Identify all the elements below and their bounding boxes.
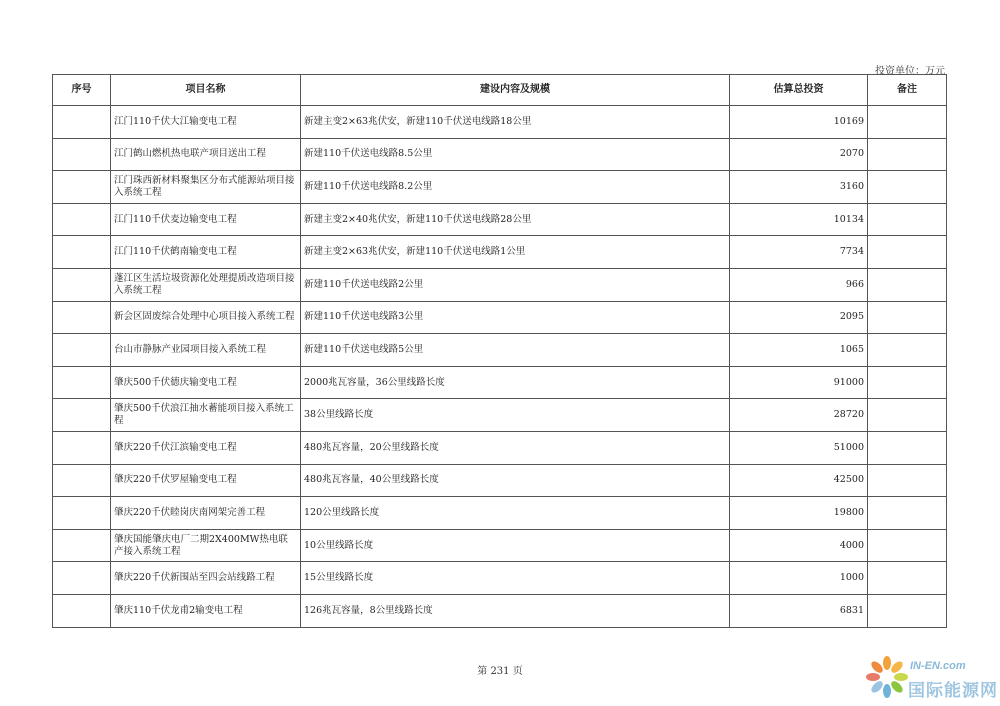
cell-project-name: 肇庆220千伏新围站至四会站线路工程: [111, 562, 301, 595]
cell-construction-scope: 新建110千伏送电线路8.5公里: [301, 138, 730, 171]
cell-project-name: 肇庆国能肇庆电厂二期2X400MW热电联产接入系统工程: [111, 529, 301, 562]
watermark-site: IN-EN.com: [910, 660, 966, 672]
cell-index: [53, 106, 111, 139]
table-row: [53, 562, 947, 595]
table-row: [53, 529, 947, 562]
cell-construction-scope: 新建110千伏送电线路3公里: [301, 301, 730, 334]
cell-construction-scope: 2000兆瓦容量，36公里线路长度: [301, 366, 730, 399]
cell-investment: 1065: [730, 334, 868, 367]
cell-investment: 91000: [730, 366, 868, 399]
sun-flower-icon: [864, 654, 910, 700]
cell-construction-scope: 新建110千伏送电线路2公里: [301, 268, 730, 301]
cell-project-name: 肇庆110千伏龙甫2输变电工程: [111, 594, 301, 627]
cell-project-name: 肇庆500千伏德庆输变电工程: [111, 366, 301, 399]
table-row: [53, 138, 947, 171]
cell-construction-scope: 新建主变2×63兆伏安，新建110千伏送电线路18公里: [301, 106, 730, 139]
header-remark: 备注: [868, 75, 947, 106]
cell-project-name: 台山市静脉产业园项目接入系统工程: [111, 334, 301, 367]
project-table: [52, 74, 947, 628]
cell-index: [53, 594, 111, 627]
header-scope: 建设内容及规模: [301, 75, 730, 106]
cell-index: [53, 268, 111, 301]
table-row: [53, 203, 947, 236]
table-row: [53, 106, 947, 139]
cell-investment: 7734: [730, 236, 868, 269]
cell-investment: 51000: [730, 431, 868, 464]
cell-construction-scope: 480兆瓦容量，20公里线路长度: [301, 431, 730, 464]
cell-project-name: 新会区固废综合处理中心项目接入系统工程: [111, 301, 301, 334]
cell-index: [53, 236, 111, 269]
cell-construction-scope: 120公里线路长度: [301, 497, 730, 530]
table-row: [53, 497, 947, 530]
cell-remark: [868, 497, 947, 530]
cell-project-name: 江门鹤山燃机热电联产项目送出工程: [111, 138, 301, 171]
cell-construction-scope: 126兆瓦容量，8公里线路长度: [301, 594, 730, 627]
cell-remark: [868, 334, 947, 367]
cell-index: [53, 529, 111, 562]
table-row: [53, 464, 947, 497]
cell-remark: [868, 562, 947, 595]
cell-remark: [868, 399, 947, 432]
cell-investment: 10169: [730, 106, 868, 139]
cell-construction-scope: 480兆瓦容量，40公里线路长度: [301, 464, 730, 497]
cell-index: [53, 138, 111, 171]
table-row: [53, 594, 947, 627]
cell-construction-scope: 10公里线路长度: [301, 529, 730, 562]
cell-index: [53, 399, 111, 432]
cell-investment: 2095: [730, 301, 868, 334]
cell-remark: [868, 203, 947, 236]
cell-project-name: 肇庆500千伏浪江抽水蓄能项目接入系统工程: [111, 399, 301, 432]
cell-remark: [868, 171, 947, 204]
cell-construction-scope: 新建主变2×40兆伏安，新建110千伏送电线路28公里: [301, 203, 730, 236]
cell-remark: [868, 301, 947, 334]
table-row: [53, 301, 947, 334]
cell-index: [53, 301, 111, 334]
cell-construction-scope: 15公里线路长度: [301, 562, 730, 595]
cell-project-name: 肇庆220千伏江滨输变电工程: [111, 431, 301, 464]
cell-construction-scope: 38公里线路长度: [301, 399, 730, 432]
cell-project-name: 江门110千伏大江输变电工程: [111, 106, 301, 139]
cell-remark: [868, 529, 947, 562]
cell-index: [53, 431, 111, 464]
cell-investment: 10134: [730, 203, 868, 236]
cell-index: [53, 464, 111, 497]
cell-project-name: 蓬江区生活垃圾资源化处理提质改造项目接入系统工程: [111, 268, 301, 301]
header-investment: 估算总投资: [730, 75, 868, 106]
cell-investment: 2070: [730, 138, 868, 171]
cell-investment: 19800: [730, 497, 868, 530]
table-row: [53, 366, 947, 399]
cell-investment: 42500: [730, 464, 868, 497]
cell-index: [53, 334, 111, 367]
cell-project-name: 肇庆220千伏罗屋输变电工程: [111, 464, 301, 497]
watermark-logo: [862, 652, 1000, 704]
investment-unit-label: 投资单位：万元: [875, 66, 945, 77]
cell-construction-scope: 新建110千伏送电线路8.2公里: [301, 171, 730, 204]
cell-remark: [868, 268, 947, 301]
table-row: [53, 399, 947, 432]
cell-remark: [868, 236, 947, 269]
cell-project-name: 江门珠西新材料聚集区分布式能源站项目接入系统工程: [111, 171, 301, 204]
cell-investment: 3160: [730, 171, 868, 204]
cell-index: [53, 497, 111, 530]
cell-construction-scope: 新建110千伏送电线路5公里: [301, 334, 730, 367]
table-row: [53, 431, 947, 464]
header-name: 项目名称: [111, 75, 301, 106]
cell-project-name: 江门110千伏鹤南输变电工程: [111, 236, 301, 269]
watermark-name: 国际能源网: [908, 681, 998, 700]
cell-project-name: 江门110千伏麦边输变电工程: [111, 203, 301, 236]
table-row: [53, 268, 947, 301]
cell-investment: 4000: [730, 529, 868, 562]
table-row: [53, 171, 947, 204]
table-body: [53, 106, 947, 628]
cell-index: [53, 203, 111, 236]
cell-index: [53, 562, 111, 595]
cell-project-name: 肇庆220千伏睦岗庆南网架完善工程: [111, 497, 301, 530]
table-row: [53, 236, 947, 269]
cell-index: [53, 366, 111, 399]
cell-investment: 966: [730, 268, 868, 301]
cell-investment: 6831: [730, 594, 868, 627]
cell-remark: [868, 366, 947, 399]
cell-remark: [868, 431, 947, 464]
cell-index: [53, 171, 111, 204]
cell-construction-scope: 新建主变2×63兆伏安，新建110千伏送电线路1公里: [301, 236, 730, 269]
table-row: [53, 334, 947, 367]
cell-remark: [868, 106, 947, 139]
cell-remark: [868, 594, 947, 627]
cell-remark: [868, 138, 947, 171]
page-number: 第 231 页: [477, 666, 523, 677]
cell-investment: 1000: [730, 562, 868, 595]
table-header-row: [53, 75, 947, 106]
header-index: 序号: [53, 75, 111, 106]
cell-remark: [868, 464, 947, 497]
cell-investment: 28720: [730, 399, 868, 432]
